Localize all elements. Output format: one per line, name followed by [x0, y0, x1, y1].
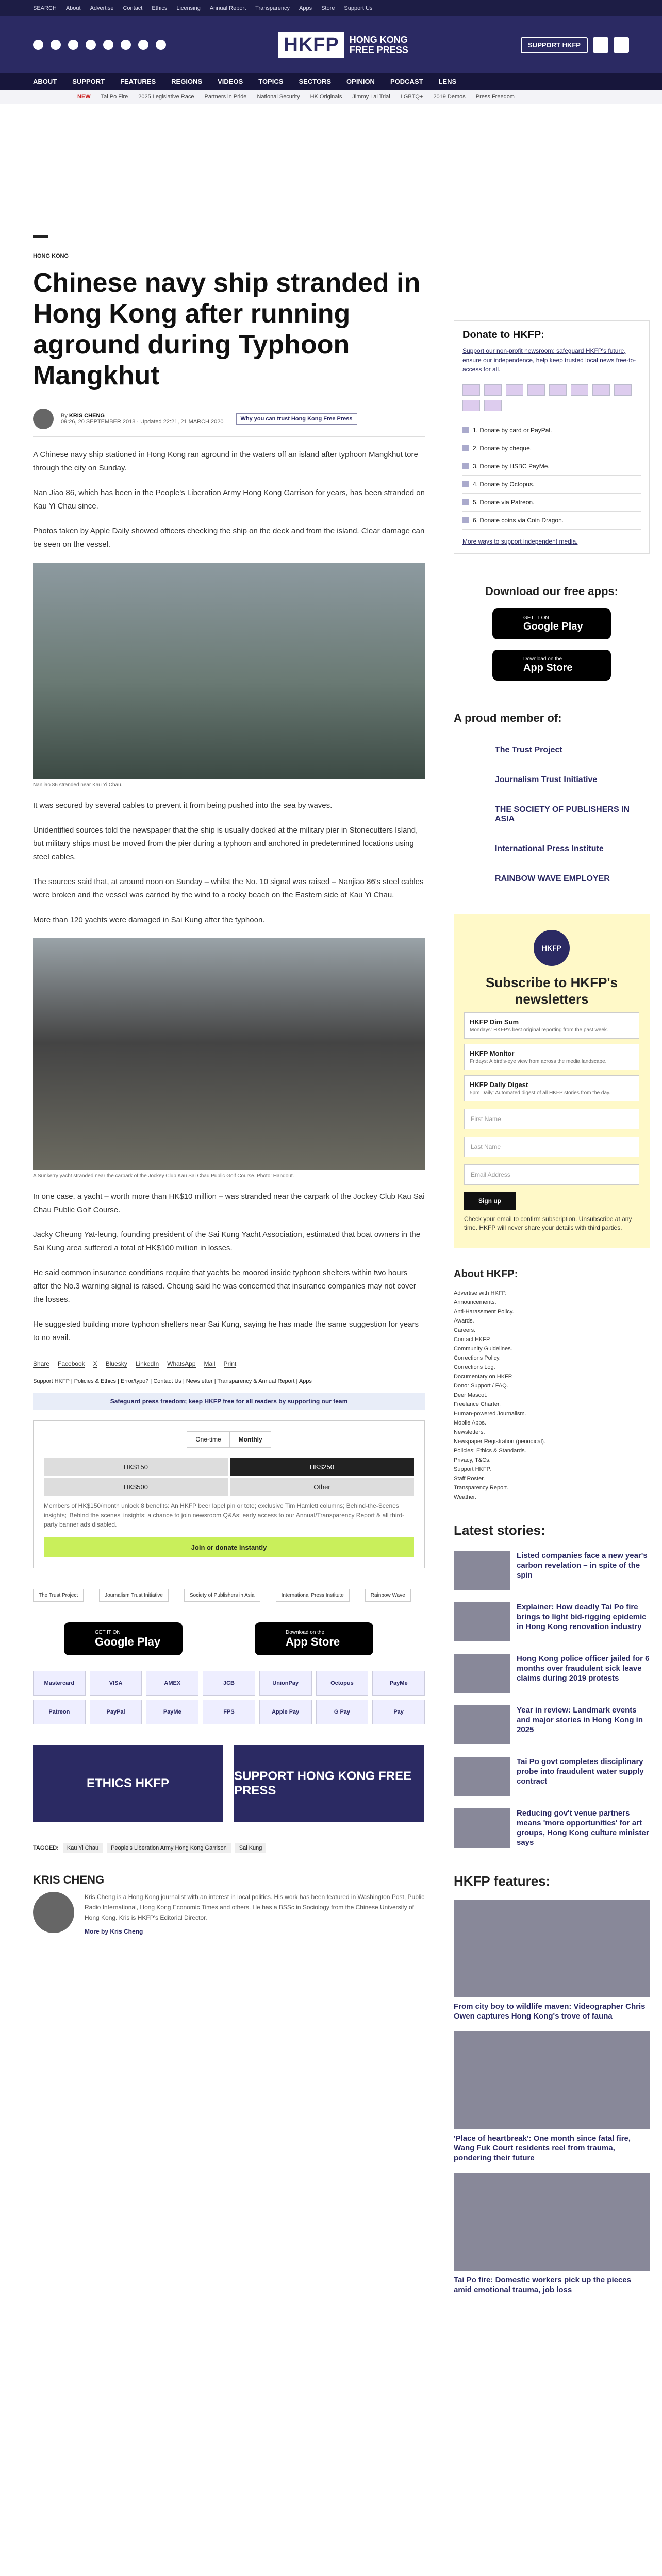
- member-logo[interactable]: RAINBOW WAVE EMPLOYER: [495, 874, 610, 883]
- card-icon: [614, 384, 632, 396]
- feature-story[interactable]: [454, 2031, 650, 2163]
- trending-link[interactable]: National Security: [257, 94, 300, 100]
- share-label[interactable]: Share: [33, 1360, 50, 1367]
- top-utility-bar: [0, 0, 662, 16]
- new-badge: NEW: [77, 94, 91, 100]
- nav-features[interactable]: FEATURES: [120, 77, 156, 86]
- amount-option[interactable]: HK$150: [44, 1458, 228, 1476]
- features-title: HKFP features:: [454, 1873, 551, 1889]
- feature-story[interactable]: [454, 1900, 650, 2021]
- trending-link[interactable]: Partners in Pride: [204, 94, 247, 100]
- nav-support[interactable]: SUPPORT: [72, 77, 105, 86]
- card-icon: [506, 384, 523, 396]
- story-headline[interactable]: Year in review: Landmark events and major stories in Hong Kong in 2025: [517, 1706, 643, 1734]
- about-link[interactable]: Contact HKFP.: [454, 1336, 491, 1343]
- about-title: About HKFP:: [454, 1268, 518, 1280]
- about-link[interactable]: Newspaper Registration (periodical).: [454, 1438, 545, 1445]
- about-link[interactable]: Privacy, T&Cs.: [454, 1457, 491, 1463]
- author-avatar: [33, 409, 54, 429]
- x-icon[interactable]: [51, 40, 61, 50]
- latest-story[interactable]: [454, 1757, 650, 1796]
- about-link[interactable]: Support HKFP.: [454, 1466, 491, 1472]
- topbar-contact[interactable]: Contact: [123, 5, 143, 11]
- payment-logo[interactable]: Pay: [372, 1700, 425, 1724]
- share-print[interactable]: Print: [223, 1360, 237, 1367]
- logo-text: HONG KONG FREE PRESS: [349, 35, 408, 55]
- logo-mark: HKFP: [278, 32, 344, 58]
- latest-story[interactable]: [454, 1551, 650, 1590]
- card-icon: [484, 400, 502, 411]
- about-link[interactable]: Staff Roster.: [454, 1476, 485, 1482]
- story-thumbnail: [454, 1808, 510, 1848]
- payment-logo[interactable]: Patreon: [33, 1700, 86, 1724]
- share-bar: [33, 1360, 425, 1368]
- byline: By KRIS CHENG 09:26, 20 SEPTEMBER 2018 · Updated 22:21, 21 MARCH 2020 Why you can trust Hong Kong Free Press: [33, 409, 425, 429]
- feature-headline[interactable]: From city boy to wildlife maven: Videographer Chris Owen captures Hong Kong's trove of fauna: [454, 2002, 646, 2021]
- newsletter-option[interactable]: HKFP Dim Sum Mondays: HKFP's best original reporting from the past week.: [464, 1012, 639, 1039]
- payment-logo[interactable]: Mastercard: [33, 1671, 86, 1696]
- member-logo[interactable]: Journalism Trust Initiative: [495, 775, 598, 784]
- about-link[interactable]: Corrections Policy.: [454, 1355, 501, 1361]
- trending-link[interactable]: HK Originals: [310, 94, 342, 100]
- card-icon: [549, 384, 567, 396]
- safeguard-banner[interactable]: Safeguard press freedom; keep HKFP free for all readers by supporting our team: [33, 1393, 425, 1410]
- about-link[interactable]: Transparency Report.: [454, 1485, 508, 1491]
- feature-headline[interactable]: Tai Po fire: Domestic workers pick up the pieces amid emotional trauma, job loss: [454, 2276, 631, 2294]
- paragraph: A Chinese navy ship stationed in Hong Kong ran aground in the waters off an island after typhoon Mangkhut tore through the city on Sunday.: [33, 450, 418, 472]
- donate-panel: [454, 320, 650, 554]
- account-icon[interactable]: [593, 37, 608, 53]
- payment-methods: [33, 1671, 425, 1724]
- story-thumbnail: [454, 1757, 510, 1796]
- card-logos: [462, 384, 641, 411]
- card-icon: [462, 400, 480, 411]
- feature-headline[interactable]: 'Place of heartbreak': One month since fatal fire, Wang Fuk Court residents reel from trauma, pondering their future: [454, 2134, 631, 2162]
- about-panel: [454, 1268, 650, 1502]
- support-banner[interactable]: SUPPORT HONG KONG FREE PRESS: [234, 1745, 424, 1822]
- paragraph: Jacky Cheung Yat-leung, founding president of the Sai Kung Yacht Association, estimated that boat owners in the Sai Kung area suffered a total of HK$100 million in losses.: [33, 1230, 421, 1252]
- apps-title: Download our free apps:: [485, 585, 618, 598]
- feature-thumbnail: [454, 2031, 650, 2129]
- trending-link[interactable]: 2019 Demos: [433, 94, 466, 100]
- main-nav: [0, 73, 662, 90]
- menu-icon[interactable]: [614, 37, 629, 53]
- nav-sectors[interactable]: SECTORS: [299, 77, 332, 86]
- donate-text[interactable]: Support our non-profit newsroom: safeguard HKFP's future, ensure our independence, help keep trusted local news free-to-access for all.: [462, 347, 636, 373]
- badge[interactable]: The Trust Project: [33, 1589, 84, 1602]
- social-icons: [33, 40, 166, 50]
- newsletter-logo: HKFP: [534, 930, 570, 966]
- more-ways-link[interactable]: More ways to support independent media.: [462, 538, 578, 545]
- donate-option[interactable]: 4. Donate by Octopus.: [462, 476, 641, 494]
- threads-icon[interactable]: [86, 40, 96, 50]
- story-thumbnail: [454, 1551, 510, 1590]
- trending-link[interactable]: 2025 Legislative Race: [138, 94, 194, 100]
- donate-options: [462, 421, 641, 530]
- article-title: Chinese navy ship stranded in Hong Kong after running aground during Typhoon Mangkhut: [33, 268, 421, 391]
- payment-logo[interactable]: VISA: [90, 1671, 142, 1696]
- telegram-icon[interactable]: [156, 40, 166, 50]
- first-name-field[interactable]: First Name: [464, 1109, 639, 1129]
- nav-about[interactable]: ABOUT: [33, 77, 57, 86]
- trending-link[interactable]: LGBTQ+: [400, 94, 423, 100]
- share-mail[interactable]: Mail: [204, 1360, 216, 1367]
- member-logo[interactable]: International Press Institute: [495, 844, 604, 853]
- sidebar: [454, 104, 650, 2295]
- trending-bar: [0, 90, 662, 104]
- payment-logo[interactable]: JCB: [203, 1671, 255, 1696]
- payment-logo[interactable]: UnionPay: [259, 1671, 312, 1696]
- payment-logo[interactable]: PayPal: [90, 1700, 142, 1724]
- payment-logo[interactable]: FPS: [203, 1700, 255, 1724]
- latest-story[interactable]: [454, 1808, 650, 1848]
- topbar-support[interactable]: Support Us: [344, 5, 373, 11]
- topbar-search[interactable]: SEARCH: [33, 5, 57, 11]
- tagged-label: TAGGED:: [33, 1845, 59, 1851]
- topbar-about[interactable]: About: [65, 5, 81, 11]
- badge[interactable]: Journalism Trust Initiative: [99, 1589, 169, 1602]
- feature-thumbnail: [454, 2173, 650, 2271]
- tag[interactable]: Sai Kung: [235, 1843, 267, 1853]
- newsletter-panel: [454, 914, 650, 1248]
- payment-logo[interactable]: Octopus: [316, 1671, 369, 1696]
- about-link[interactable]: Documentary on HKFP.: [454, 1374, 513, 1380]
- newsletter-title: Subscribe to HKFP's newsletters: [485, 975, 618, 1007]
- topbar-advertise[interactable]: Advertise: [90, 5, 114, 11]
- ship-photo: [33, 563, 425, 779]
- card-icon: [592, 384, 610, 396]
- share-linkedin[interactable]: LinkedIn: [135, 1360, 159, 1367]
- feature-story[interactable]: [454, 2173, 650, 2295]
- nav-lens[interactable]: LENS: [438, 77, 457, 86]
- newsletter-note: Check your email to confirm subscription. Unsubscribe at any time. HKFP will never share your details with third parties.: [464, 1215, 632, 1231]
- payment-logo[interactable]: PayMe: [146, 1700, 198, 1724]
- about-link[interactable]: Weather.: [454, 1494, 476, 1500]
- author-box: [33, 1865, 425, 1935]
- author-box-name[interactable]: KRIS CHENG: [33, 1873, 105, 1886]
- paragraph: In one case, a yacht – worth more than HK$10 million – was stranded near the carpark of the Jockey Club Kau Sai Chau Public Golf Course.: [33, 1192, 425, 1214]
- tag[interactable]: People's Liberation Army Hong Kong Garrison: [107, 1843, 231, 1853]
- nav-opinion[interactable]: OPINION: [346, 77, 375, 86]
- google-play-button[interactable]: GET IT ON Google Play: [64, 1622, 183, 1655]
- about-link[interactable]: Corrections Log.: [454, 1364, 495, 1370]
- title-rule: [33, 235, 48, 238]
- topbar-apps[interactable]: Apps: [299, 5, 312, 11]
- article-category[interactable]: HONG KONG: [33, 253, 69, 259]
- divider: [33, 436, 425, 437]
- trust-badges: [33, 1589, 425, 1602]
- donate-option[interactable]: 6. Donate coins via Coin Dragon.: [462, 512, 641, 530]
- about-link[interactable]: Community Guidelines.: [454, 1346, 512, 1352]
- side-google-play[interactable]: GET IT ON Google Play: [492, 608, 611, 639]
- paragraph: Unidentified sources told the newspaper that the ship is usually docked at the military pier in Stonecutters Island, but military ships must be moved from the pier during a typhoon and anchored in predetermined locations using steel cables.: [33, 826, 418, 861]
- trending-link[interactable]: Press Freedom: [475, 94, 515, 100]
- newsletter-option[interactable]: HKFP Daily Digest 5pm Daily: Automated digest of all HKFP stories from the day.: [464, 1075, 639, 1101]
- topbar-annual-report[interactable]: Annual Report: [209, 5, 246, 11]
- site-logo[interactable]: [278, 32, 408, 58]
- features-panel: [454, 1873, 650, 2295]
- card-icon: [527, 384, 545, 396]
- about-link[interactable]: Advertise with HKFP.: [454, 1290, 507, 1296]
- donate-option[interactable]: 5. Donate via Patreon.: [462, 494, 641, 512]
- story-headline[interactable]: Listed companies face a new year's carbon revelation – in spite of the spin: [517, 1551, 648, 1580]
- yacht-photo: [33, 938, 425, 1170]
- payment-logo[interactable]: PayMe: [372, 1671, 425, 1696]
- newsletter-option[interactable]: HKFP Monitor Fridays: A bird's-eye view from across the media landscape.: [464, 1044, 639, 1070]
- amount-option-other[interactable]: Other: [230, 1478, 414, 1496]
- donation-widget: [33, 1420, 425, 1568]
- author-bio: Kris Cheng is a Hong Kong journalist with an interest in local politics. His work has been featured in Washington Post, Public Radio International, Hong Kong Economic Times and others. He has a BSSc in Sociology from the Chinese University of Hong Kong. Kris is HKFP's Editorial Director.: [85, 1893, 425, 1921]
- about-link[interactable]: Careers.: [454, 1327, 476, 1333]
- story-headline[interactable]: Reducing gov't venue partners means 'more opportunities' for art groups, Hong Kong culture minister says: [517, 1809, 649, 1847]
- share-facebook[interactable]: Facebook: [58, 1360, 85, 1367]
- card-icon: [571, 384, 588, 396]
- story-thumbnail: [454, 1654, 510, 1693]
- article-column: [33, 104, 425, 2295]
- about-link[interactable]: Human-powered Journalism.: [454, 1411, 526, 1417]
- monthly-toggle[interactable]: Monthly: [230, 1431, 271, 1448]
- trending-link[interactable]: Tai Po Fire: [101, 94, 128, 100]
- signup-button[interactable]: Sign up: [464, 1192, 516, 1210]
- about-link[interactable]: Donor Support / FAQ.: [454, 1383, 508, 1389]
- support-button[interactable]: SUPPORT HKFP: [521, 37, 588, 53]
- about-link[interactable]: Freelance Charter.: [454, 1401, 501, 1408]
- about-link[interactable]: Anti-Harassment Policy.: [454, 1309, 514, 1315]
- badge[interactable]: International Press Institute: [276, 1589, 350, 1602]
- app-store-links: [33, 1622, 425, 1655]
- latest-story[interactable]: [454, 1705, 650, 1744]
- tags: [33, 1843, 425, 1853]
- topbar-licensing[interactable]: Licensing: [176, 5, 201, 11]
- story-thumbnail: [454, 1602, 510, 1641]
- topbar-store[interactable]: Store: [321, 5, 335, 11]
- payment-logo[interactable]: Apple Pay: [259, 1700, 312, 1724]
- tag[interactable]: Kau Yi Chau: [63, 1843, 103, 1853]
- join-button[interactable]: Join or donate instantly: [44, 1537, 414, 1557]
- about-link[interactable]: Mobile Apps.: [454, 1420, 486, 1426]
- donate-option[interactable]: 1. Donate by card or PayPal.: [462, 421, 641, 439]
- photo-caption: Nanjiao 86 stranded near Kau Yi Chau.: [33, 782, 123, 788]
- about-link[interactable]: Deer Mascot.: [454, 1392, 488, 1398]
- amount-option-selected[interactable]: HK$250: [230, 1458, 414, 1476]
- linkedin-icon[interactable]: [138, 40, 148, 50]
- more-by-author-link[interactable]: More by Kris Cheng: [85, 1928, 143, 1935]
- latest-stories: [454, 1522, 650, 1848]
- about-link[interactable]: Newsletters.: [454, 1429, 485, 1435]
- instagram-icon[interactable]: [68, 40, 78, 50]
- last-name-field[interactable]: Last Name: [464, 1137, 639, 1157]
- trending-link[interactable]: Jimmy Lai Trial: [352, 94, 390, 100]
- bluesky-icon[interactable]: [103, 40, 113, 50]
- one-time-toggle[interactable]: One-time: [187, 1431, 229, 1448]
- about-link[interactable]: Announcements.: [454, 1299, 496, 1306]
- story-headline[interactable]: Explainer: How deadly Tai Po fire brings to light bid-rigging epidemic in Hong Kong renovation industry: [517, 1603, 647, 1631]
- article-dates: 09:26, 20 SEPTEMBER 2018 · Updated 22:21, 21 MARCH 2020: [61, 419, 224, 425]
- nav-regions[interactable]: REGIONS: [171, 77, 203, 86]
- about-link[interactable]: Awards.: [454, 1318, 474, 1324]
- member-logo[interactable]: THE SOCIETY OF PUBLISHERS IN ASIA: [495, 805, 630, 823]
- donate-option[interactable]: 3. Donate by HSBC PayMe.: [462, 457, 641, 476]
- member-logo[interactable]: The Trust Project: [495, 745, 562, 754]
- badge[interactable]: Society of Publishers in Asia: [184, 1589, 260, 1602]
- site-header: [0, 16, 662, 73]
- facebook-icon[interactable]: [33, 40, 43, 50]
- nav-topics[interactable]: TOPICS: [258, 77, 284, 86]
- donate-option[interactable]: 2. Donate by cheque.: [462, 439, 641, 457]
- story-headline[interactable]: Tai Po govt completes disciplinary probe into fraudulent water supply contract: [517, 1757, 644, 1786]
- author-box-avatar: [33, 1892, 74, 1933]
- photo-caption: A Sunkerry yacht stranded near the carpark of the Jockey Club Kau Sai Chau Public Golf Course. Photo: Handout.: [33, 1173, 294, 1179]
- topbar-ethics[interactable]: Ethics: [152, 5, 168, 11]
- latest-story[interactable]: [454, 1602, 650, 1641]
- nav-videos[interactable]: VIDEOS: [218, 77, 243, 86]
- paragraph: He said common insurance conditions require that yachts be moored inside typhoon shelters within two hours after the No.3 warning signal is raised. Cheung said he was concerned that insurance companies may not cover the losses.: [33, 1268, 416, 1304]
- promo-banners: [33, 1745, 425, 1822]
- paragraph: The sources said that, at around noon on Sunday – whilst the No. 10 signal was raised – Nanjiao 86's steel cables were broken and the vessel was carried by the wind to a rocky beach on the Eastern side of Kau Yi Chau.: [33, 877, 424, 900]
- badge[interactable]: Rainbow Wave: [365, 1589, 411, 1602]
- feature-thumbnail: [454, 1900, 650, 1997]
- article-footer-links[interactable]: Support HKFP | Policies & Ethics | Error/typo? | Contact Us | Newsletter | Transparency & Annual Report | Apps: [33, 1378, 312, 1384]
- nav-podcast[interactable]: PODCAST: [390, 77, 423, 86]
- side-app-store[interactable]: Download on the App Store: [492, 650, 611, 681]
- paragraph: Photos taken by Apple Daily showed officers checking the ship on the deck and from the island. Clear damage can be seen on the vessel.: [33, 527, 425, 549]
- about-link[interactable]: Policies: Ethics & Standards.: [454, 1448, 526, 1454]
- payment-logo[interactable]: G Pay: [316, 1700, 369, 1724]
- share-whatsapp[interactable]: WhatsApp: [167, 1360, 196, 1367]
- trust-link[interactable]: Why you can trust Hong Kong Free Press: [236, 413, 357, 425]
- member-logos: [454, 745, 650, 884]
- donate-title: Donate to HKFP:: [462, 329, 544, 341]
- topbar-transparency[interactable]: Transparency: [255, 5, 290, 11]
- story-thumbnail: [454, 1705, 510, 1744]
- latest-title: Latest stories:: [454, 1522, 545, 1538]
- author-name[interactable]: KRIS CHENG: [69, 413, 105, 419]
- latest-story[interactable]: [454, 1654, 650, 1693]
- member-of-title: A proud member of:: [454, 711, 562, 724]
- paragraph: More than 120 yachts were damaged in Sai Kung after the typhoon.: [33, 916, 265, 924]
- share-x[interactable]: X: [93, 1360, 97, 1367]
- member-benefits: Members of HK$150/month unlock 8 benefits: An HKFP beer lapel pin or tote; exclusive Tim Hamlett columns; Behind-the-Scenes insights; 'Behind the scenes' insights; a chance to join newsroom Q&As; early access to our Annual/Transparency Report & all third-party banner ads disabled.: [44, 1502, 405, 1528]
- card-icon: [462, 384, 480, 396]
- email-field[interactable]: Email Address: [464, 1164, 639, 1185]
- paragraph: Nan Jiao 86, which has been in the People's Liberation Army Hong Kong Garrison for years, has been stranded on Kau Yi Chau since.: [33, 488, 425, 511]
- card-icon: [484, 384, 502, 396]
- amount-option[interactable]: HK$500: [44, 1478, 228, 1496]
- payment-logo[interactable]: AMEX: [146, 1671, 198, 1696]
- share-bluesky[interactable]: Bluesky: [105, 1360, 127, 1367]
- story-headline[interactable]: Hong Kong police officer jailed for 6 months over fraudulent sick leave claims during 2019 protests: [517, 1654, 650, 1683]
- ethics-banner[interactable]: ETHICS HKFP: [33, 1745, 223, 1822]
- youtube-icon[interactable]: [121, 40, 131, 50]
- paragraph: He suggested building more typhoon shelters near Sai Kung, saying he has made the same suggestion for years to no avail.: [33, 1320, 419, 1342]
- paragraph: It was secured by several cables to prevent it from being pushed into the sea by waves.: [33, 801, 333, 810]
- app-store-button[interactable]: Download on the App Store: [255, 1622, 373, 1655]
